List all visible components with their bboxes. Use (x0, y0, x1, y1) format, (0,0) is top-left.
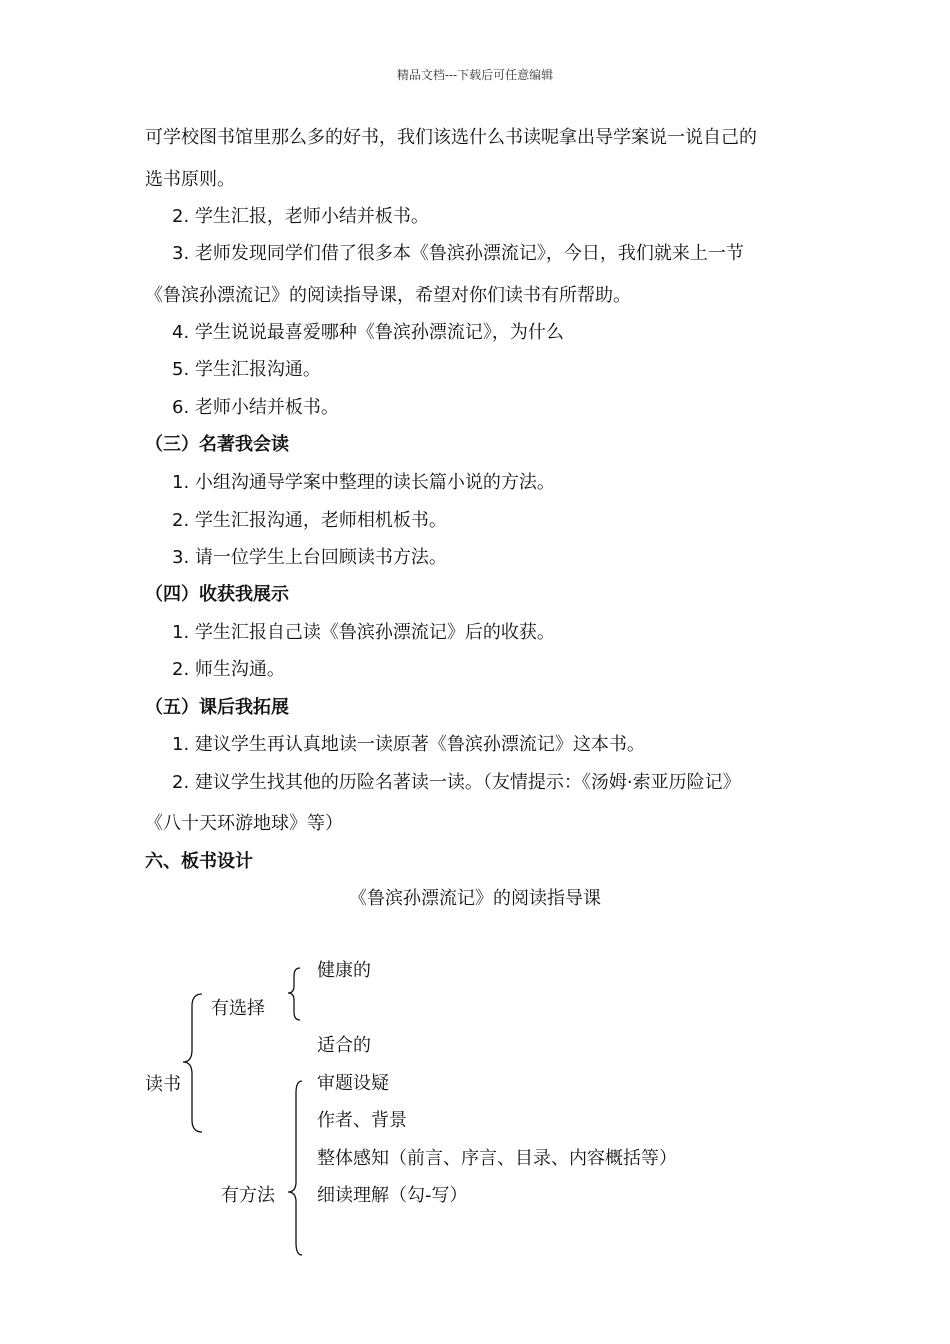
board-title: 《鲁滨孙漂流记》的阅读指导课 (349, 888, 601, 909)
paragraph-line: 可学校图书馆里那么多的好书，我们该选什么书读呢拿出导学案说一说自己的 (145, 127, 757, 148)
board-item: 健康的 (317, 960, 371, 981)
board-item: 细读理解（勾-写） (317, 1185, 468, 1206)
section-heading: 六、板书设计 (145, 851, 253, 872)
board-branch-label: 有方法 (221, 1185, 275, 1206)
board-branch-label: 有选择 (211, 998, 265, 1019)
left-brace-icon (180, 990, 210, 1135)
paragraph-line: 选书原则。 (145, 169, 235, 190)
board-item: 整体感知（前言、序言、目录、内容概括等） (317, 1148, 677, 1169)
paragraph-line: 《八十天环游地球》等） (145, 813, 343, 834)
list-item: 5. 学生汇报沟通。 (172, 359, 321, 380)
list-item: 3. 老师发现同学们借了很多本《鲁滨孙漂流记》，今日，我们就来上一节 (172, 243, 744, 264)
paragraph-line: 《鲁滨孙漂流记》的阅读指导课，希望对你们读书有所帮助。 (145, 285, 631, 306)
list-item: 2. 建议学生找其他的历险名著读一读。（友情提示：《汤姆·索亚历险记》 (172, 772, 741, 793)
small-brace-icon (285, 965, 305, 1025)
list-item: 2. 师生沟通。 (172, 659, 285, 680)
list-item: 1. 小组沟通导学案中整理的读长篇小说的方法。 (172, 472, 555, 493)
list-item: 1. 建议学生再认真地读一读原著《鲁滨孙漂流记》这本书。 (172, 734, 645, 755)
list-item: 6. 老师小结并板书。 (172, 397, 339, 418)
section-heading: （四）收获我展示 (145, 584, 289, 605)
list-item: 2. 学生汇报沟通，老师相机板书。 (172, 510, 447, 531)
board-item: 审题设疑 (317, 1073, 389, 1094)
board-item: 适合的 (317, 1035, 371, 1056)
list-item: 1. 学生汇报自己读《鲁滨孙漂流记》后的收获。 (172, 622, 555, 643)
method-brace-icon (285, 1078, 307, 1258)
board-item: 作者、背景 (317, 1110, 407, 1131)
list-item: 4. 学生说说最喜爱哪种《鲁滨孙漂流记》，为什么 (172, 322, 564, 343)
board-root-label: 读书 (145, 1074, 181, 1095)
section-heading: （三）名著我会读 (145, 434, 289, 455)
page-header: 精品文档---下载后可任意编辑 (396, 68, 554, 82)
list-item: 2. 学生汇报，老师小结并板书。 (172, 206, 429, 227)
section-heading: （五）课后我拓展 (145, 697, 289, 718)
list-item: 3. 请一位学生上台回顾读书方法。 (172, 547, 447, 568)
